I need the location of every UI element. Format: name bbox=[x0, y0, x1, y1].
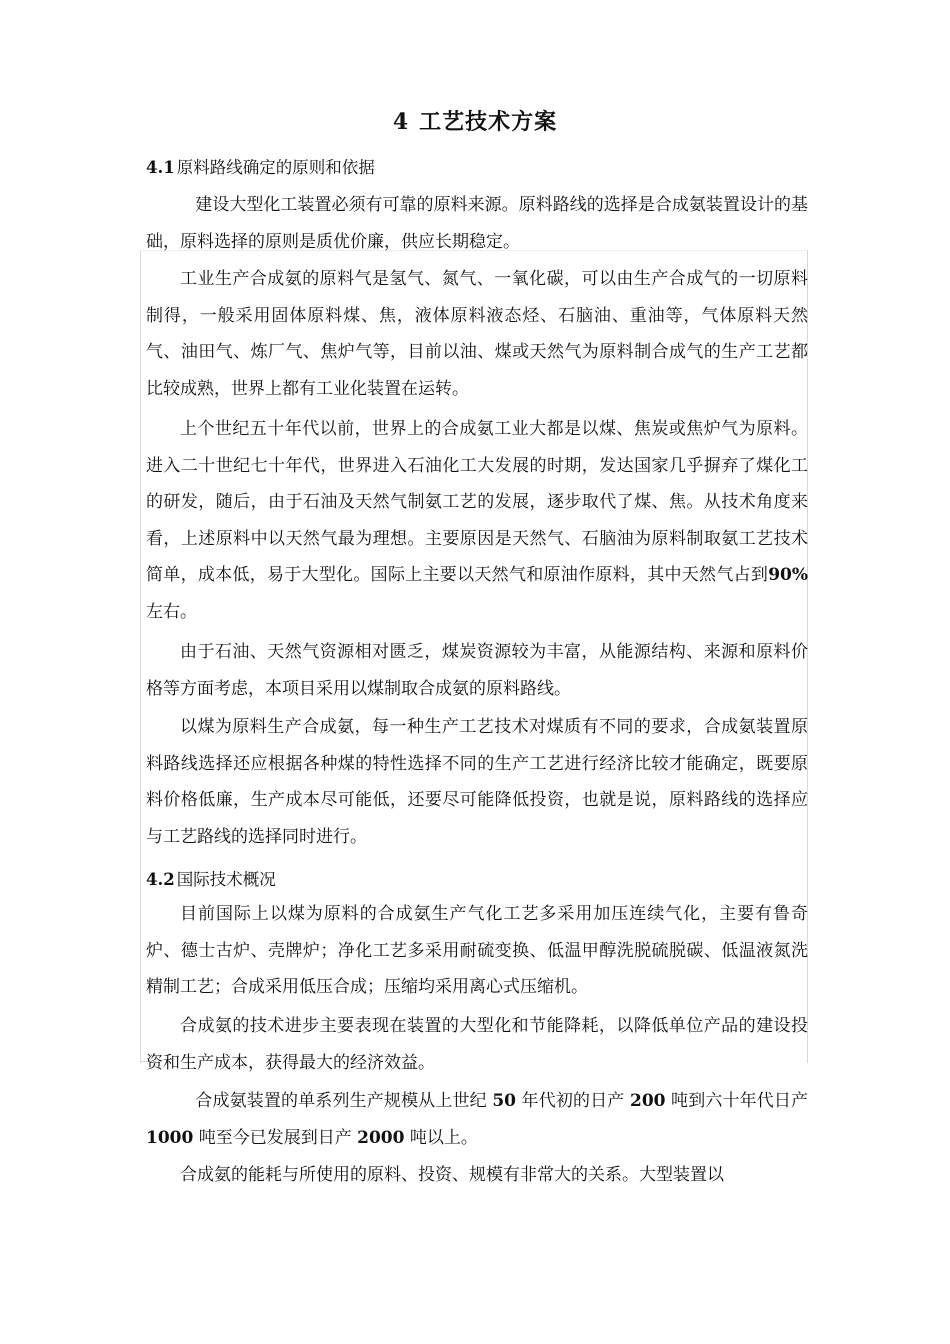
paragraph-8-text-d: 吨至今已发展到日产 bbox=[198, 1127, 352, 1148]
paragraph-8-text-b: 年代初的日产 bbox=[521, 1091, 625, 1111]
paragraph-3 bbox=[146, 411, 808, 631]
chapter-number: 4 bbox=[392, 109, 410, 135]
paragraph-5: 以煤为原料生产合成氨，每一种生产工艺技术对煤质有不同的要求，合成氨装置原料路线选择还应根据各种煤的特性选择不同的生产工艺进行经济比较才能确定，既要原料价格低廉，生产成本尽可能低，还要尽可能降低投资，也就是说，原料路线的选择应与工艺路线的选择同时进行。 bbox=[146, 717, 808, 847]
section-heading-4-1 bbox=[146, 154, 375, 178]
paragraph-8-text-c: 吨到六十年代日产 bbox=[671, 1091, 809, 1111]
paragraph-7: 合成氨的技术进步主要表现在装置的大型化和节能降耗，以降低单位产品的建设投资和生产成本，获得最大的经济效益。 bbox=[146, 1016, 808, 1073]
section-number: 4.1 bbox=[146, 158, 175, 177]
section-title: 国际技术概况 bbox=[176, 870, 276, 889]
paragraph-8-text-a: 合成氨装置的单系列生产规模从上世纪 bbox=[195, 1091, 487, 1111]
section-title: 原料路线确定的原则和依据 bbox=[176, 158, 375, 177]
paragraph-4: 由于石油、天然气资源相对匮乏，煤炭资源较为丰富，从能源结构、来源和原料价格等方面考虑，本项目采用以煤制取合成氨的原料路线。 bbox=[146, 642, 808, 699]
paragraph-8 bbox=[146, 1083, 808, 1156]
paragraph-8-number-1: 50 bbox=[492, 1091, 516, 1111]
paragraph-8-number-3: 1000 bbox=[146, 1127, 194, 1148]
paragraph-9: 合成氨的能耗与所使用的原料、投资、规模有非常大的关系。大型装置以 bbox=[180, 1165, 724, 1185]
paragraph-3-percent: 90% bbox=[768, 565, 808, 586]
chapter-title-text: 工艺技术方案 bbox=[419, 109, 558, 135]
paragraph-1: 建设大型化工装置必须有可靠的原料来源。原料路线的选择是合成氨装置设计的基础，原料选择的原则是质优价廉，供应长期稳定。 bbox=[146, 195, 808, 252]
paragraph-2: 工业生产合成氨的原料气是氢气、氮气、一氧化碳，可以由生产合成气的一切原料制得，一般采用固体原料煤、焦，液体原料液态烃、石脑油、重油等，气体原料天然气、油田气、炼厂气、焦炉气等，目前以油、煤或天然气为原料制合成气的生产工艺都比较成熟，世界上都有工业化装置在运转。 bbox=[146, 269, 808, 399]
section-heading-4-2 bbox=[146, 866, 276, 890]
paragraph-6: 目前国际上以煤为原料的合成氨生产气化工艺多采用加压连续气化，主要有鲁奇炉、德士古炉、壳牌炉；净化工艺多采用耐硫变换、低温甲醇洗脱硫脱碳、低温液氮洗精制工艺；合成采用低压合成；压缩均采用离心式压缩机。 bbox=[146, 904, 808, 998]
chapter-title bbox=[0, 105, 950, 136]
paragraph-8-number-4: 2000 bbox=[357, 1127, 405, 1148]
paragraph-3-text: 上个世纪五十年代以前，世界上的合成氨工业大都是以煤、焦炭或焦炉气为原料。进入二十世纪七十年代，世界进入石油化工大发展的时期，发达国家几乎摒弃了煤化工的研发，随后，由于石油及天然气制氨工艺的发展，逐步取代了煤、焦。从技术角度来看，上述原料中以天然气最为理想。主要原因是天然气、石脑油为原料制取氨工艺技术简单，成本低，易于大型化。国际上主要以天然气和原油作原料，其中天然气占到 bbox=[146, 419, 808, 586]
paragraph-8-number-2: 200 bbox=[629, 1091, 666, 1111]
paragraph-8-text-e: 吨以上。 bbox=[409, 1127, 478, 1148]
section-number: 4.2 bbox=[146, 870, 175, 889]
paragraph-3-tail: 左右。 bbox=[146, 601, 197, 622]
